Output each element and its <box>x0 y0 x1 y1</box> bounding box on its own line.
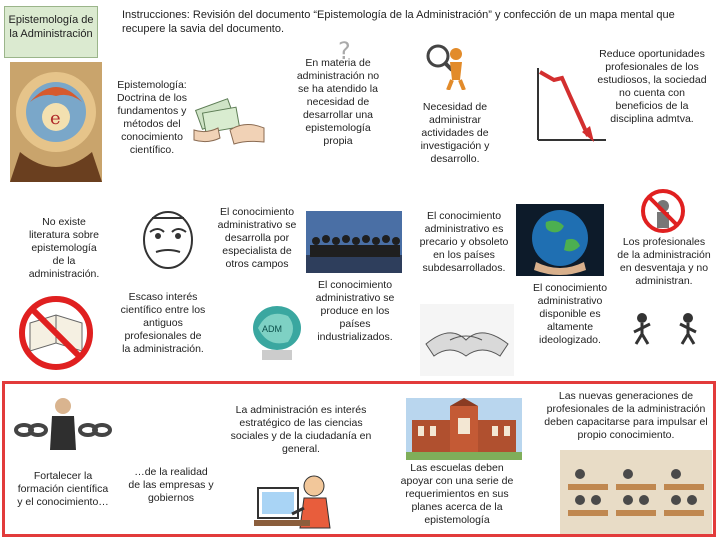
svg-text:ADM: ADM <box>262 324 282 334</box>
definition-text: Epistemología: Doctrina de los fundamentos y métodos del conocimiento científico. <box>116 79 188 156</box>
page-title: Epistemología de la Administración <box>4 6 98 58</box>
industrialized-text: El conocimiento administrativo se produce en los países industrializados. <box>315 279 395 343</box>
strengthen-text: Fortalecer la formación científica y el conocimiento… <box>17 470 109 508</box>
need-admin-text: Necesidad de administrar actividades de investigación y desarrollo. <box>420 101 490 165</box>
computer-worker-image <box>250 458 346 536</box>
schools-text: Las escuelas deben apoyar con una serie de requerimientos en sus planes acerca de la epistemología <box>400 462 514 526</box>
meme-face-image <box>138 208 198 270</box>
specialists-text: El conocimiento administrativo se desarrolla por especialista de otros campos <box>217 206 297 270</box>
new-generations-text: Las nuevas generaciones de profesionales de la administración deben capacitarse para impulsar el propio conocimiento. <box>544 390 708 441</box>
prohibited-book-icon <box>10 293 102 373</box>
school-building-image <box>406 398 522 460</box>
disadvantage-text: Los profesionales de la administración en desventaja y no administran. <box>617 236 711 287</box>
precarious-text: El conocimiento administrativo es precario y obsoleto en los países subdesarrollados. <box>419 210 509 274</box>
head-brain-image <box>10 62 102 182</box>
brain-network-image <box>248 298 306 364</box>
prohibition-icon <box>640 188 686 234</box>
reduces-text: Reduce oportunidades profesionales de los estudiosos, la sociedad no cuenta con beneficios de la disciplina admtva. <box>597 48 707 125</box>
magnifier-figure-icon <box>424 40 468 90</box>
money-hands-image <box>190 90 268 154</box>
group-photo-image <box>306 211 402 273</box>
ideologized-text: El conocimiento administrativo disponible es altamente ideologizado. <box>532 282 608 346</box>
chained-man-image <box>14 394 112 458</box>
classroom-image <box>560 450 712 534</box>
no-literature-text: No existe literatura sobre epistemología de la administración. <box>28 216 100 280</box>
instructions-text: Instrucciones: Revisión del documento “Epistemología de la Administración” y confección de un mapa mental que recupere la savia del documento. <box>122 9 675 35</box>
runners-image <box>628 310 712 346</box>
strategic-text: La administración es interés estratégico de las ciencias sociales y de la ciudadanía en general. <box>230 404 372 455</box>
handshake-image <box>420 304 514 376</box>
globe-icon <box>516 204 604 276</box>
little-interest-text: Escaso interés científico entre los antiguos profesionales de la administración. <box>120 291 206 355</box>
svg-text:e: e <box>50 108 61 129</box>
reality-text: …de la realidad de las empresas y gobiernos <box>128 466 214 504</box>
svg-text:?: ? <box>338 37 351 63</box>
no-need-text: En materia de administración no se ha atendido la necesidad de desarrollar una epistemología propia <box>296 57 380 147</box>
